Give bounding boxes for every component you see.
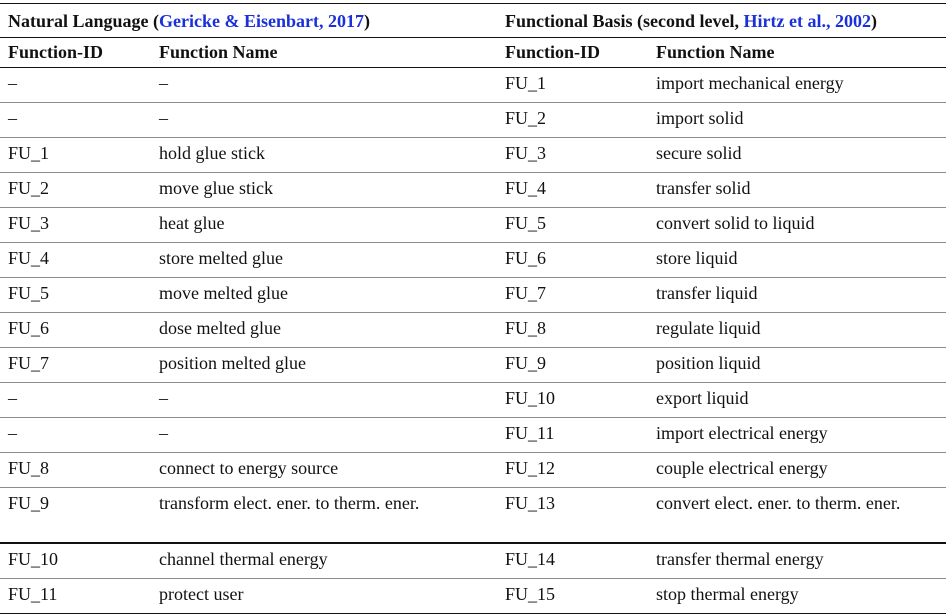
left-function-name-cell: transform elect. ener. to therm. ener. xyxy=(148,488,497,544)
left-function-name-cell: position melted glue xyxy=(148,348,497,383)
left-function-name-cell: dose melted glue xyxy=(148,313,497,348)
left-function-id-cell: FU_2 xyxy=(0,173,148,208)
table-row xyxy=(0,453,946,488)
right-function-id-cell: FU_12 xyxy=(497,453,647,488)
left-function-name-cell: move melted glue xyxy=(148,278,497,313)
left-function-id-cell: FU_4 xyxy=(0,243,148,278)
left-function-name-cell: hold glue stick xyxy=(148,138,497,173)
functional-basis-group-header xyxy=(497,4,946,38)
right-function-name-cell: import mechanical energy xyxy=(647,68,946,103)
right-function-id-cell: FU_9 xyxy=(497,348,647,383)
left-function-id-cell: FU_1 xyxy=(0,138,148,173)
left-function-name-cell: store melted glue xyxy=(148,243,497,278)
right-function-id-cell: FU_2 xyxy=(497,103,647,138)
left-function-id-cell: FU_8 xyxy=(0,453,148,488)
right-function-id-cell: FU_13 xyxy=(497,488,647,544)
left-function-id-cell: – xyxy=(0,383,148,418)
right-function-name-cell: import solid xyxy=(647,103,946,138)
left-function-id-cell: FU_10 xyxy=(0,543,148,579)
right-function-name-cell: convert elect. ener. to therm. ener. xyxy=(647,488,946,544)
table-row xyxy=(0,313,946,348)
table-row xyxy=(0,138,946,173)
right-function-id-cell: FU_8 xyxy=(497,313,647,348)
right-function-name-cell: export liquid xyxy=(647,383,946,418)
left-function-name-cell: – xyxy=(148,103,497,138)
left-function-name-cell: – xyxy=(148,383,497,418)
right-function-name-cell: position liquid xyxy=(647,348,946,383)
left-function-id-cell: – xyxy=(0,418,148,453)
right-function-name-cell: regulate liquid xyxy=(647,313,946,348)
left-function-id-cell: FU_3 xyxy=(0,208,148,243)
left-function-name-cell: protect user xyxy=(148,579,497,614)
natural-language-paren-open: ( xyxy=(148,10,160,31)
column-header-row xyxy=(0,38,946,68)
right-function-id-cell: FU_7 xyxy=(497,278,647,313)
right-function-name-cell: store liquid xyxy=(647,243,946,278)
left-function-name-cell: – xyxy=(148,418,497,453)
left-function-name-cell: channel thermal energy xyxy=(148,543,497,579)
left-function-id-header: Function-ID xyxy=(0,38,148,68)
left-function-name-cell: connect to energy source xyxy=(148,453,497,488)
table-row xyxy=(0,488,946,544)
right-function-name-cell: import electrical energy xyxy=(647,418,946,453)
left-function-name-cell: move glue stick xyxy=(148,173,497,208)
left-function-name-cell: heat glue xyxy=(148,208,497,243)
right-function-id-cell: FU_14 xyxy=(497,543,647,579)
right-function-id-cell: FU_6 xyxy=(497,243,647,278)
right-function-name-cell: transfer thermal energy xyxy=(647,543,946,579)
right-function-name-cell: couple electrical energy xyxy=(647,453,946,488)
natural-language-paren-close: ) xyxy=(364,10,370,31)
right-function-id-cell: FU_11 xyxy=(497,418,647,453)
table-row xyxy=(0,348,946,383)
right-function-id-cell: FU_5 xyxy=(497,208,647,243)
right-function-id-cell: FU_1 xyxy=(497,68,647,103)
left-function-id-cell: FU_5 xyxy=(0,278,148,313)
table-row xyxy=(0,68,946,103)
right-function-name-header: Function Name xyxy=(647,38,946,68)
left-function-id-cell: – xyxy=(0,68,148,103)
natural-language-title: Natural Language xyxy=(8,10,149,31)
left-function-id-cell: FU_9 xyxy=(0,488,148,544)
right-function-name-cell: stop thermal energy xyxy=(647,579,946,614)
table-row xyxy=(0,243,946,278)
table-row xyxy=(0,543,946,579)
table-row xyxy=(0,173,946,208)
left-function-id-cell: FU_7 xyxy=(0,348,148,383)
table-row xyxy=(0,208,946,243)
right-function-id-header: Function-ID xyxy=(497,38,647,68)
right-function-name-cell: transfer liquid xyxy=(647,278,946,313)
right-function-name-cell: convert solid to liquid xyxy=(647,208,946,243)
functional-basis-paren-open: (second level, xyxy=(632,10,744,31)
gericke-eisenbart-citation-link[interactable]: Gericke & Eisenbart, 2017 xyxy=(159,10,364,31)
functional-basis-title: Functional Basis xyxy=(505,10,633,31)
left-function-name-header: Function Name xyxy=(148,38,497,68)
table-row xyxy=(0,418,946,453)
table-row xyxy=(0,579,946,614)
right-function-name-cell: transfer solid xyxy=(647,173,946,208)
left-function-id-cell: FU_11 xyxy=(0,579,148,614)
right-function-id-cell: FU_3 xyxy=(497,138,647,173)
left-function-id-cell: FU_6 xyxy=(0,313,148,348)
table-row xyxy=(0,383,946,418)
hirtz-citation-link[interactable]: Hirtz et al., 2002 xyxy=(743,10,871,31)
table-row xyxy=(0,103,946,138)
right-function-id-cell: FU_10 xyxy=(497,383,647,418)
function-comparison-table xyxy=(0,3,946,614)
right-function-name-cell: secure solid xyxy=(647,138,946,173)
left-function-id-cell: – xyxy=(0,103,148,138)
functional-basis-paren-close: ) xyxy=(870,10,877,31)
natural-language-group-header xyxy=(0,4,497,38)
right-function-id-cell: FU_4 xyxy=(497,173,647,208)
left-function-name-cell: – xyxy=(148,68,497,103)
table-row xyxy=(0,278,946,313)
right-function-id-cell: FU_15 xyxy=(497,579,647,614)
group-header-row xyxy=(0,4,946,38)
